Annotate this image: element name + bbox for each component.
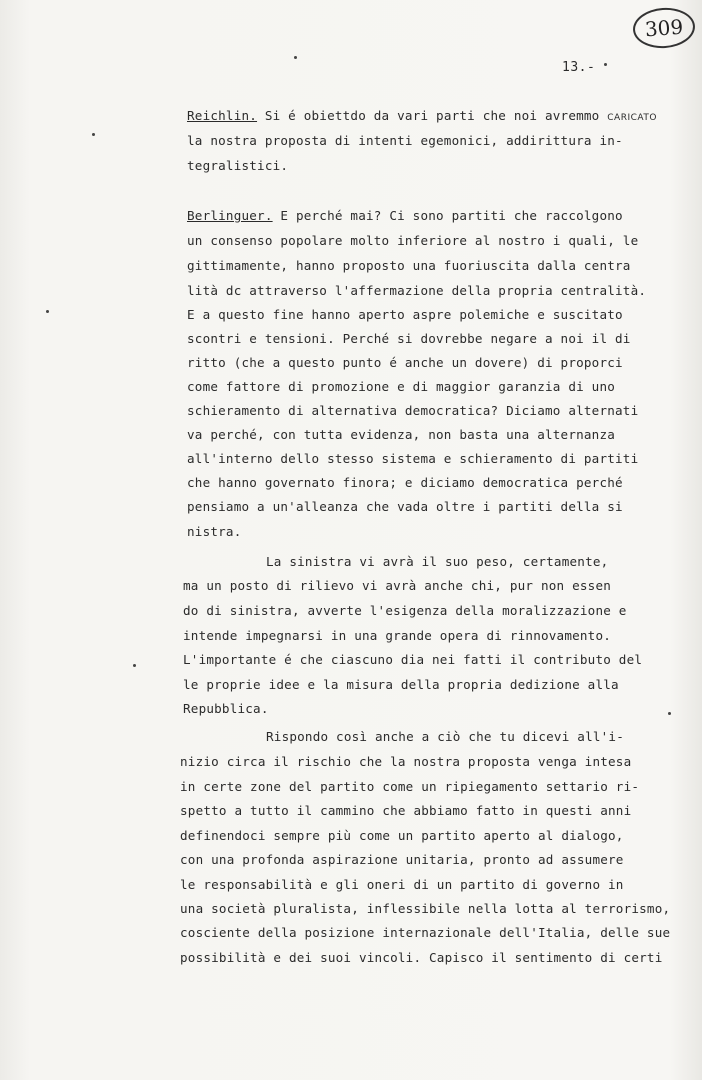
scan-speck [92, 133, 95, 136]
speaker-berlinguer: Berlinguer. [187, 208, 273, 223]
text-line: intende impegnarsi in una grande opera di rinnovamento. [183, 628, 612, 643]
text-line: E a questo fine hanno aperto aspre polemiche e suscitato [187, 307, 623, 322]
scan-speck [133, 664, 136, 667]
text-line: ma un posto di rilievo vi avrà anche chi, pur non essen [183, 578, 612, 593]
speaker-reichlin: Reichlin. [187, 108, 258, 123]
text-line: schieramento di alternativa democratica? Diciamo alternati [187, 403, 639, 418]
text-line: L'importante é che ciascuno dia nei fatti il contributo del [183, 652, 643, 667]
text-line: va perché, con tutta evidenza, non basta una alternanza [187, 427, 616, 442]
page-number: 13.- [562, 60, 596, 75]
text-line: le responsabilità e gli oneri di un partito di governo in [180, 877, 624, 892]
scan-speck [668, 712, 671, 715]
reichlin-line-1 [187, 108, 657, 123]
text-line: definendoci sempre più come un partito aperto al dialogo, [180, 828, 624, 843]
text-line: gittimamente, hanno proposto una fuoriuscita dalla centra [187, 258, 631, 273]
text-line: le proprie idee e la misura della propria dedizione alla [183, 677, 619, 692]
text-line: una società pluralista, inflessibile nella lotta al terrorismo, [180, 901, 671, 916]
scan-speck [294, 56, 297, 59]
text-line: che hanno governato finora; e diciamo democratica perché [187, 475, 623, 490]
text-line: come fattore di promozione e di maggior garanzia di uno [187, 379, 616, 394]
text-line: possibilità e dei suoi vincoli. Capisco il sentimento di certi [180, 950, 663, 965]
text-line: Rispondo così anche a ciò che tu dicevi all'i- [266, 729, 624, 744]
text-line: nizio circa il rischio che la nostra proposta venga intesa [180, 754, 632, 769]
reichlin-line-2: la nostra proposta di intenti egemonici, addirittura in- [187, 133, 623, 148]
text-line: do di sinistra, avverte l'esigenza della moralizzazione e [183, 603, 627, 618]
text-line: scontri e tensioni. Perché si dovrebbe negare a noi il di [187, 331, 631, 346]
handwritten-annotation: CARICATO [607, 113, 657, 123]
reichlin-line-3: tegralistici. [187, 158, 289, 173]
scan-speck [604, 63, 607, 66]
berlinguer-text: E perché mai? Ci sono partiti che raccolgono [272, 208, 623, 223]
text-line: all'interno dello stesso sistema e schieramento di partiti [187, 451, 639, 466]
archive-page-stamp: 309 [632, 6, 697, 50]
text-line: un consenso popolare molto inferiore al nostro i quali, le [187, 233, 639, 248]
berlinguer-line-1 [187, 208, 623, 223]
text-line: con una profonda aspirazione unitaria, pronto ad assumere [180, 852, 624, 867]
text-line: pensiamo a un'alleanza che vada oltre i partiti della si [187, 499, 623, 514]
text-line: ritto (che a questo punto é anche un dovere) di proporci [187, 355, 623, 370]
text-line: cosciente della posizione internazionale dell'Italia, delle sue [180, 925, 671, 940]
text-line: nistra. [187, 524, 242, 539]
text-line: La sinistra vi avrà il suo peso, certamente, [266, 554, 609, 569]
text-line: Repubblica. [183, 701, 269, 716]
reichlin-text: Si é obiettdo da vari parti che noi avremmo [257, 108, 608, 123]
text-line: in certe zone del partito come un ripiegamento settario ri- [180, 779, 640, 794]
scan-speck [46, 310, 49, 313]
text-line: lità dc attraverso l'affermazione della propria centralità. [187, 283, 647, 298]
text-line: spetto a tutto il cammino che abbiamo fatto in questi anni [180, 803, 632, 818]
